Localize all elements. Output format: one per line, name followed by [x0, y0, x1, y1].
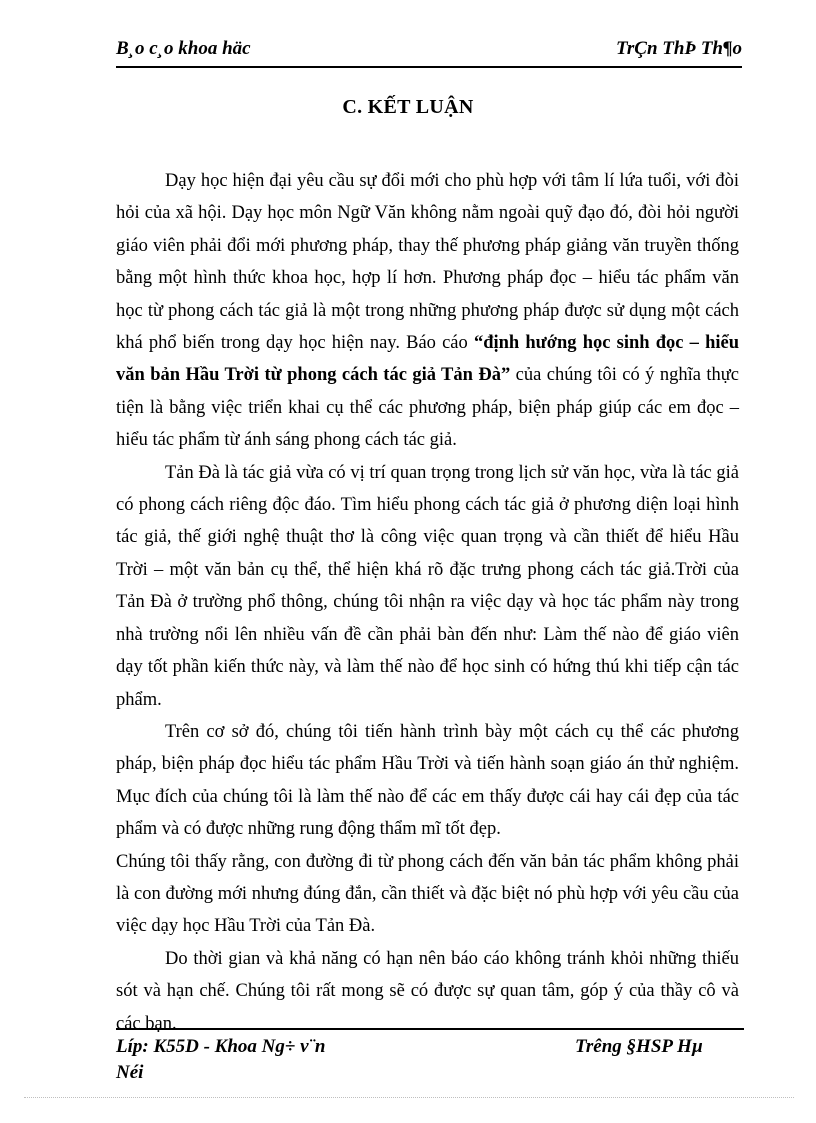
paragraph-3: Trên cơ sở đó, chúng tôi tiến hành trình bày một cách cụ thể các phương pháp, biện pháp đọc hiểu tác phẩm Hầu Trời và tiến hành soạn giáo án thử nghiệm. Mục đích của chúng tôi là làm thế nào để các em thấy được cái hay cái đẹp của tác phẩm và có được những rung động thẩm mĩ tốt đẹp.	[116, 721, 739, 840]
page-header	[116, 38, 742, 68]
footer-class-line-1: Líp: K55D - Khoa Ng÷ v¨n	[116, 1036, 326, 1057]
paragraph-1-bold-title: “định hướng học sinh đọc – hiểu văn bản Hầu Trời từ phong cách tác giả Tản Đà”	[116, 333, 739, 386]
header-divider	[116, 66, 742, 68]
paragraph-1-text-b: của chúng tôi có ý nghĩa thực tiện là bằng việc triển khai cụ thể các phương pháp, biện pháp giúp các em đọc – hiểu tác phẩm từ ánh sáng phong cách tác giả.	[116, 365, 739, 451]
footer-divider	[116, 1028, 744, 1030]
footer-class-info	[116, 1034, 416, 1086]
header-author-name: TrÇn ThÞ Th¶o	[616, 38, 742, 59]
document-body	[116, 165, 739, 1040]
paragraph-4: Chúng tôi thấy rằng, con đường đi từ phong cách đến văn bản tác phẩm không phải là con đường mới nhưng đúng đắn, cần thiết và đặc biệt nó phù hợp với yêu cầu của việc dạy học Hầu Trời của Tản Đà.	[116, 851, 739, 937]
page-bottom-border	[24, 1097, 794, 1098]
header-report-title: B¸o c¸o khoa häc	[116, 38, 251, 59]
paragraph-2: Tản Đà là tác giả vừa có vị trí quan trọng trong lịch sử văn học, vừa là tác giả có phong cách riêng độc đáo. Tìm hiểu phong cách tác giả ở phương diện loại hình tác giả, thế giới nghệ thuật thơ là công việc quan trọng và cần thiết để hiểu Hầu Trời – một văn bản cụ thể, thể hiện khá rõ đặc trưng phong cách tác giả.Trời của Tản Đà ở trường phổ thông, chúng tôi nhận ra việc dạy và học tác phẩm này trong nhà trường nổi lên nhiều vấn đề cần phải bàn đến như: Làm thế nào để giáo viên dạy tốt phần kiến thức này, và làm thế nào để học sinh có hứng thú khi tiếp cận tác phẩm.	[116, 462, 739, 710]
paragraph-1-text-a: Dạy học hiện đại yêu cầu sự đổi mới cho phù hợp với tâm lí lứa tuổi, với đòi hỏi của xã hội. Dạy học môn Ngữ Văn không nằm ngoài quỹ đạo đó, đòi hỏi người giáo viên phải đổi mới phương pháp, thay thế phương pháp giảng văn truyền thống bằng một hình thức khoa học, hợp lí hơn. Phương pháp đọc – hiểu tác phẩm văn học từ phong cách tác giả là một trong những phương pháp được sử dụng một cách khá phổ biến trong dạy học hiện nay. Báo cáo	[116, 171, 739, 354]
paragraph-1	[116, 165, 739, 457]
footer-university: Trêng §HSP Hµ	[575, 1036, 703, 1057]
paragraph-5: Do thời gian và khả năng có hạn nên báo cáo không tránh khỏi những thiếu sót và hạn chế. Chúng tôi rất mong sẽ có được sự quan tâm, góp ý của thầy cô và các bạn.	[116, 948, 739, 1034]
section-title: C. KẾT LUẬN	[342, 96, 474, 118]
footer-class-line-2: Néi	[116, 1062, 144, 1083]
